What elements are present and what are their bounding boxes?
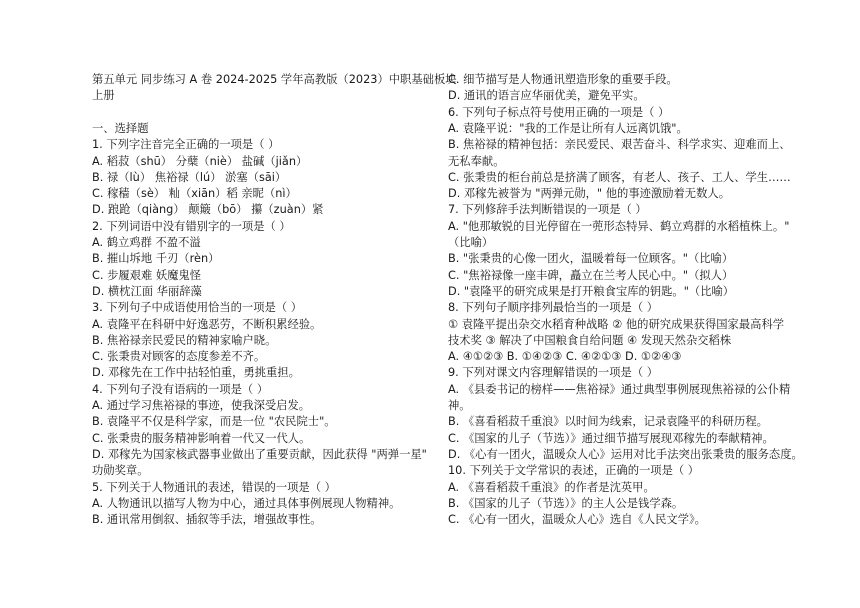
text-line: （比喻）	[448, 236, 494, 249]
text-line: 第五单元 同步练习 A 卷 2024-2025 学年高教版（2023）中职基础板块	[92, 73, 457, 86]
text-line: A. 袁隆平在科研中好逸恶劳，不断积累经验。	[92, 317, 322, 331]
text-line: A. 袁隆平说："我的工作是让所有人远离饥饿"。	[448, 121, 688, 135]
text-line: B. 禄（lù） 焦裕禄（lú） 淤塞（sāi）	[92, 170, 287, 184]
text-line: D. 《心有一团火，温暖众人心》运用对比手法突出张秉贵的服务态度。	[448, 447, 803, 461]
text-line: B. "张秉贵的心像一团火，温暖着每一位顾客。"（比喻）	[448, 252, 734, 266]
text-line: A. 人物通讯以描写人物为中心，通过具体事例展现人物精神。	[92, 496, 401, 510]
text-line: 神。	[448, 399, 471, 412]
text-line: A. "他那敏锐的目光停留在一蔸形态特异、鹤立鸡群的水稻植株上。"	[448, 219, 790, 233]
text-line: C. "焦裕禄像一座丰碑，矗立在兰考人民心中。"（拟人）	[448, 268, 734, 282]
text-line: 上册	[92, 89, 115, 103]
text-line: B. 焦裕禄亲民爱民的精神家喻户晓。	[92, 333, 277, 347]
text-line: C. 稼穑（sè） 籼（xiān）稻 亲昵（nì）	[92, 187, 297, 201]
text-line: A. 《县委书记的榜样——焦裕禄》通过典型事例展现焦裕禄的公仆精	[448, 382, 791, 396]
text-line: C. 张秉贵的柜台前总是挤满了顾客，有老人、孩子、工人、学生……	[448, 170, 791, 184]
text-line: D. "袁隆平的研究成果是打开粮食宝库的钥匙。"（比喻）	[448, 284, 735, 298]
text-line: B. 《喜看稻菽千重浪》以时间为线索，记录袁隆平的科研历程。	[448, 415, 768, 429]
text-line: B. 摧山坼地 千刃（rèn）	[92, 252, 220, 266]
text-line: 无私奉献。	[448, 154, 505, 168]
text-line: D. 踉跄（qiàng） 颠簸（bō） 攥（zuàn）紧	[92, 203, 324, 217]
text-line: B. 焦裕禄的精神包括：亲民爱民、艰苦奋斗、科学求实、迎难而上、	[448, 138, 791, 152]
text-line: C. 步履艰难 妖魔鬼怪	[92, 268, 202, 282]
text-line: 9. 下列对课文内容理解错误的一项是（ ）	[448, 366, 659, 380]
text-line: A. ④①②③ B. ①④②③ C. ④②①③ D. ①②④③	[448, 350, 682, 364]
text-line: A. 《喜看稻菽千重浪》的作者是沈英甲。	[448, 480, 655, 494]
text-line: 一、选择题	[92, 121, 149, 135]
text-line: C. 《心有一团火，温暖众人心》选自《人民文学》。	[448, 513, 706, 527]
text-line: D. 邓稼先为国家核武器事业做出了重要贡献，因此获得 "两弹一星"	[92, 447, 427, 461]
text-line: B. 通讯常用倒叙、插叙等手法，增强故事性。	[92, 513, 322, 527]
text-line: C. 细节描写是人物通讯塑造形象的重要手段。	[448, 73, 678, 86]
text-line: C. 《国家的儿子（节选）》通过细节描写展现邓稼先的奉献精神。	[448, 431, 774, 445]
text-line: ① 袁隆平提出杂交水稻育种战略 ② 他的研究成果获得国家最高科学	[448, 317, 785, 331]
text-line: 5. 下列关于人物通讯的表述，错误的一项是（ ）	[92, 480, 336, 494]
text-line: 技术奖 ③ 解决了中国粮食自给问题 ④ 发现天然杂交稻株	[448, 333, 732, 347]
text-line: 6. 下列句子标点符号使用正确的一项是（ ）	[448, 105, 670, 119]
text-line: B. 《国家的儿子（节选）》的主人公是钱学森。	[448, 496, 684, 510]
text-line: 8. 下列句子顺序排列最恰当的一项是（ ）	[448, 301, 659, 315]
text-line: D. 横枕江面 华丽辞藻	[92, 284, 202, 298]
text-line: D. 邓稼先在工作中拈轻怕重，勇挑重担。	[92, 366, 300, 380]
text-line: A. 通过学习焦裕禄的事迹，使我深受启发。	[92, 399, 311, 412]
text-line: 7. 下列修辞手法判断错误的一项是（ ）	[448, 203, 647, 217]
text-line: 功勋奖章。	[92, 464, 149, 478]
text-line: A. 鹤立鸡群 不盈不溢	[92, 236, 201, 249]
text-line: B. 袁隆平不仅是科学家，而是一位 "农民院士"。	[92, 415, 336, 429]
text-line: A. 稻菽（shū） 分蘖（niè） 盐碱（jiǎn）	[92, 154, 308, 168]
text-line: D. 邓稼先被誉为 "两弹元勋，" 他的事迹激励着无数人。	[448, 187, 730, 201]
text-line: 2. 下列词语中没有错别字的一项是（ ）	[92, 219, 291, 233]
text-line: 10. 下列关于文学常识的表述，正确的一项是（ ）	[448, 464, 700, 478]
text-line: 3. 下列句子中成语使用恰当的一项是（ ）	[92, 301, 303, 315]
text-line: C. 张秉贵的服务精神影响着一代又一代人。	[92, 431, 311, 445]
text-line: D. 通讯的语言应华丽优美，避免平实。	[448, 89, 645, 103]
text-line: C. 张秉贵对顾客的态度参差不齐。	[92, 350, 266, 364]
text-line: 4. 下列句子没有语病的一项是（ ）	[92, 382, 269, 396]
text-line: 1. 下列字注音完全正确的一项是（ ）	[92, 138, 280, 152]
